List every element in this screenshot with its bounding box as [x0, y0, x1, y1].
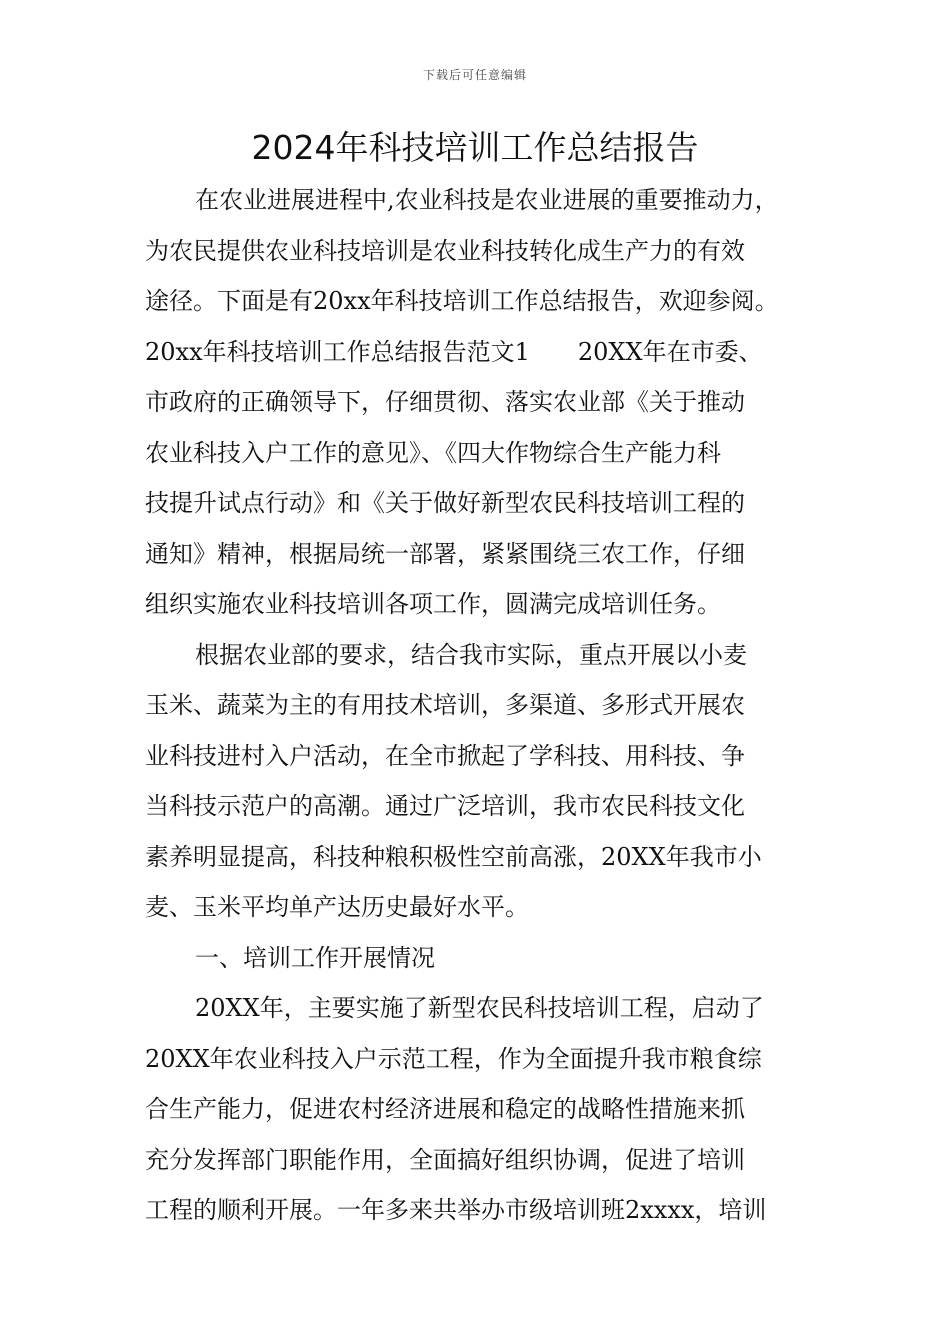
body-line: 途径。下面是有20xx年科技培训工作总结报告，欢迎参阅。: [145, 287, 779, 315]
document-body: [145, 175, 815, 1236]
body-line: 麦、玉米平均单产达历史最好水平。: [145, 893, 529, 921]
body-line: 业科技进村入户活动，在全市掀起了学科技、用科技、争: [145, 741, 745, 770]
body-line: [145, 327, 815, 378]
body-line: 根据农业部的要求，结合我市实际，重点开展以小麦: [195, 640, 747, 669]
body-line: 玉米、蔬菜为主的有用技术培训，多渠道、多形式开展农: [145, 691, 745, 719]
body-line: 技提升试点行动》和《关于做好新型农民科技培训工程的: [145, 489, 745, 517]
body-line: 组织实施农业科技培训各项工作，圆满完成培训任务。: [145, 590, 721, 618]
body-line: 当科技示范户的高潮。通过广泛培训，我市农民科技文化: [145, 792, 745, 820]
body-line: 充分发挥部门职能作用，全面搞好组织协调，促进了培训: [145, 1145, 745, 1174]
header-note: 下载后可任意编辑: [422, 68, 527, 82]
body-line: 在农业进展进程中,农业科技是农业进展的重要推动力，: [195, 186, 779, 214]
document-title: 2024年科技培训工作总结报告: [251, 128, 699, 167]
section-heading: 20xx年科技培训工作总结报告范文1: [145, 337, 530, 366]
body-line: 20XX年，主要实施了新型农民科技培训工程，启动了: [195, 994, 764, 1022]
body-line: 农业科技入户工作的意见》、《四大作物综合生产能力科: [145, 438, 721, 467]
body-line: 合生产能力，促进农村经济进展和稳定的战略性措施来抓: [145, 1095, 745, 1123]
section-heading: 一、培训工作开展情况: [195, 943, 435, 972]
body-line: 工程的顺利开展。一年多来共举办市级培训班2xxxx，培训: [145, 1196, 767, 1224]
body-line: 市政府的正确领导下，仔细贯彻、落实农业部《关于推动: [145, 388, 745, 416]
body-text: 20XX年在市委、: [577, 337, 763, 366]
body-line: 素养明显提高，科技种粮积极性空前高涨，20XX年我市小: [145, 842, 762, 871]
body-line: 20XX年农业科技入户示范工程，作为全面提升我市粮食综: [145, 1044, 762, 1073]
body-line: 为农民提供农业科技培训是农业科技转化成生产力的有效: [145, 236, 745, 265]
body-line: 通知》精神，根据局统一部署，紧紧围绕三农工作，仔细: [145, 539, 745, 568]
